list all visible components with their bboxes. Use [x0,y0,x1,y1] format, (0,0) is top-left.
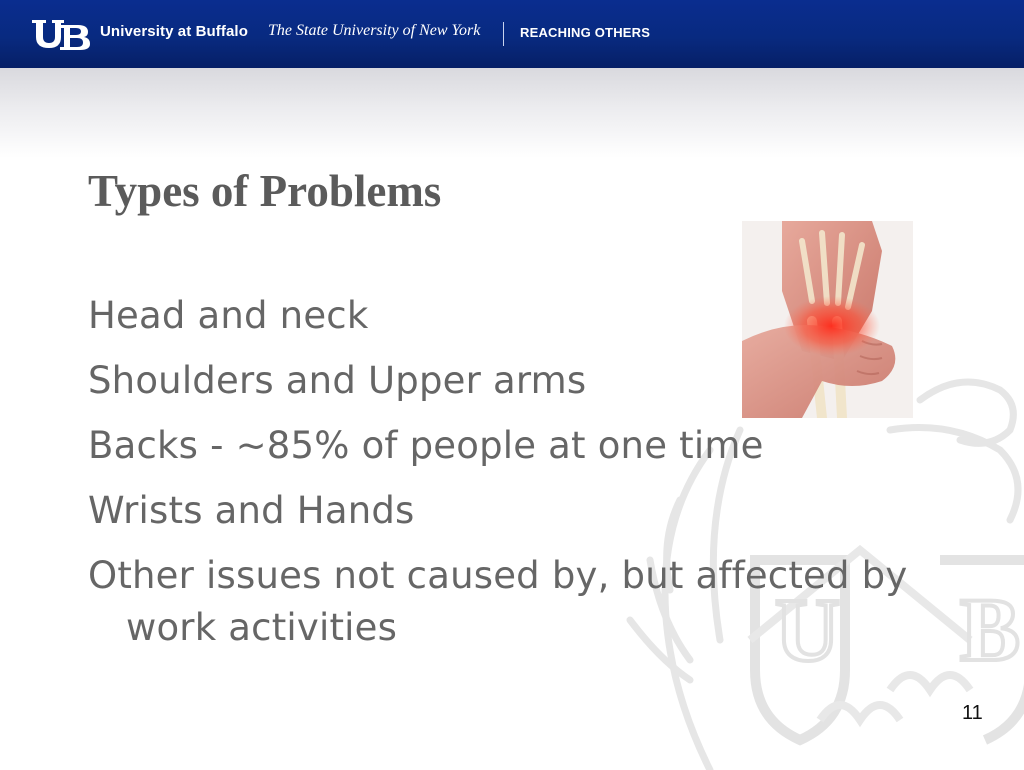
university-name: University at Buffalo [100,23,248,40]
bullet-item: Head and neck [88,294,369,337]
bullet-item: Other issues not caused by, but affected by work activities [88,554,908,649]
svg-text:B: B [960,581,1021,680]
slide-title: Types of Problems [88,166,442,216]
header-banner [0,0,1024,68]
bullet-item: Wrists and Hands [88,489,415,532]
header-fade [0,68,1024,158]
bullet-item: Backs - ~85% of people at one time [88,424,764,467]
page-number: 11 [962,702,983,724]
wrist-pain-photo [742,221,913,418]
suny-name: The State University of New York [268,22,481,39]
tagline: REACHING OTHERS [520,25,651,40]
ub-logo-icon [30,16,94,50]
bullet-item: Shoulders and Upper arms [88,359,587,402]
banner-divider [503,22,504,46]
svg-text:U: U [775,581,840,680]
